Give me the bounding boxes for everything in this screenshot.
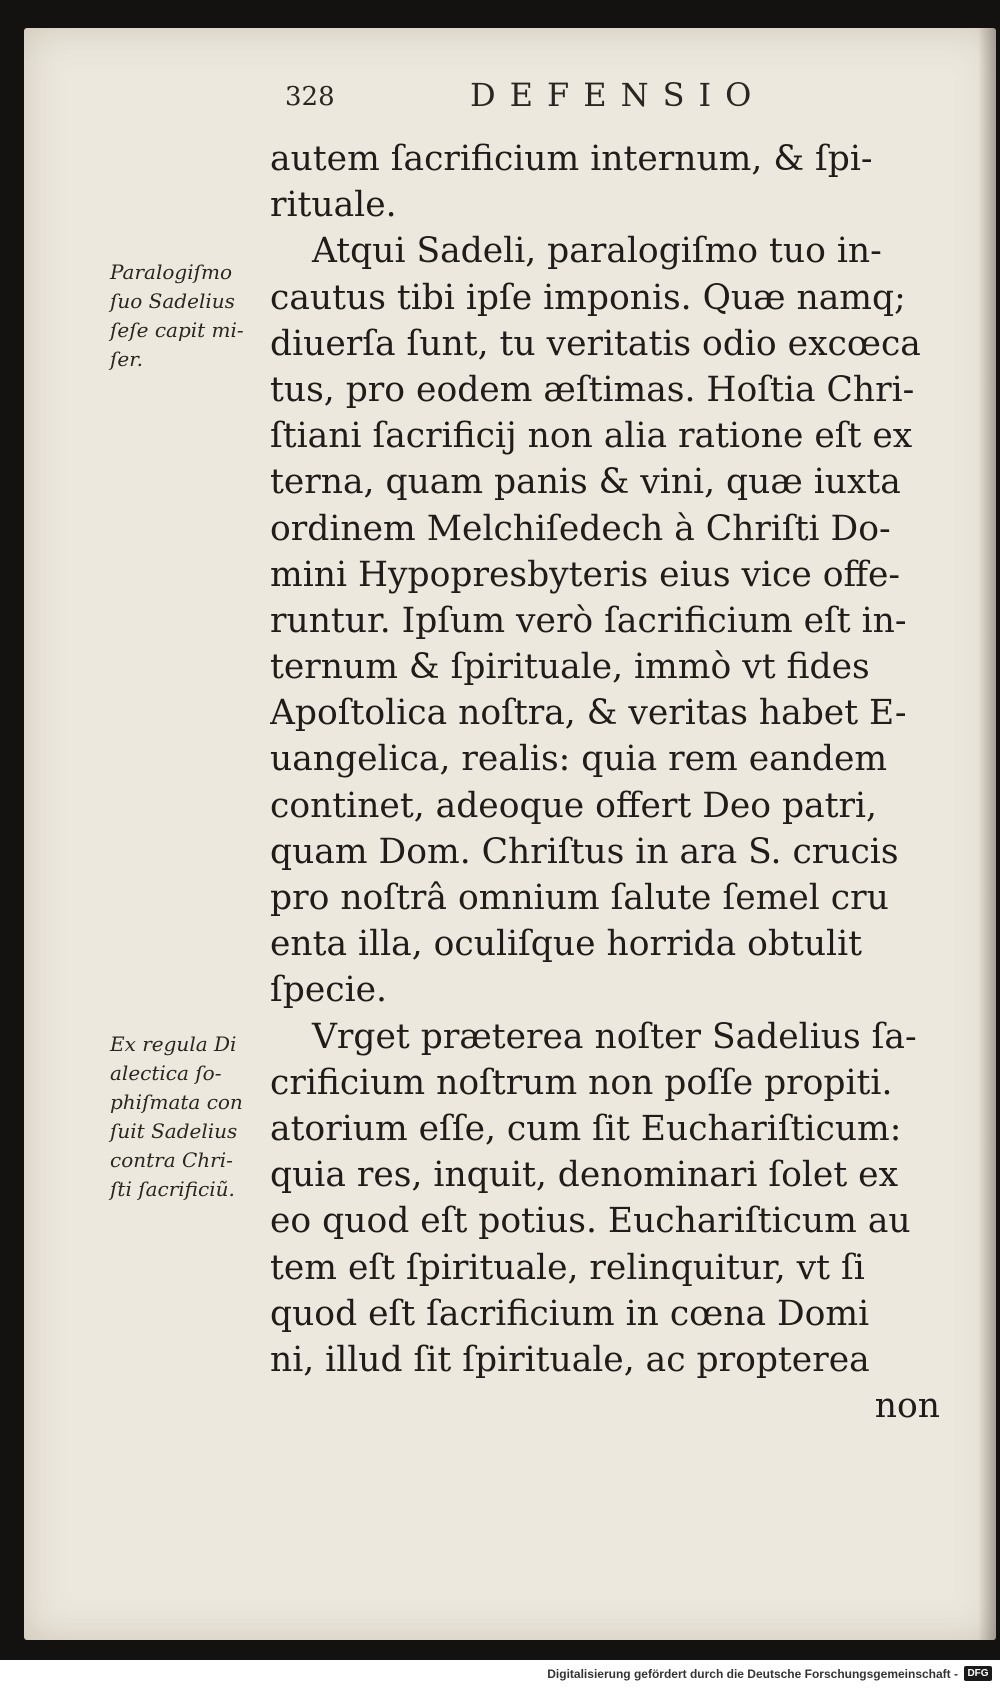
text-line: tem eſt ſpirituale, relinquitur, vt ſi bbox=[270, 1247, 865, 1288]
text-line: tus, pro eodem æſtimas. Hoſtia Chri- bbox=[270, 369, 915, 410]
text-line: ſtiani ſacrificij non alia ratione eſt ex bbox=[270, 416, 913, 457]
page-number: 328 bbox=[285, 82, 335, 112]
text-line: ordinem Melchiſedech à Chriſti Do- bbox=[270, 508, 891, 549]
text-line: Atqui Sadeli, paralogiſmo tuo in- bbox=[312, 231, 882, 272]
body-text bbox=[270, 136, 950, 1429]
marginal-note-line: Ex regula Di bbox=[110, 1032, 237, 1056]
running-head bbox=[285, 72, 765, 116]
text-line: terna, quam panis & vini, quæ iuxta bbox=[270, 462, 901, 503]
text-line: Vrget præterea noſter Sadelius ſa- bbox=[312, 1016, 917, 1057]
catchword: non bbox=[874, 1386, 940, 1427]
running-head-title: DEFENSIO bbox=[470, 76, 766, 114]
marginal-note-line: Paralogiſmo bbox=[110, 260, 233, 284]
page-edge-shadow bbox=[978, 28, 996, 1640]
text-line: mini Hypopresbyteris eius vice offe- bbox=[270, 554, 901, 595]
text-line: eo quod eſt potius. Euchariſticum au bbox=[270, 1201, 911, 1242]
text-line: uangelica, realis: quia rem eandem bbox=[270, 739, 888, 780]
marginal-note-line: phiſmata con bbox=[110, 1090, 243, 1114]
text-line: ni, illud ſit ſpirituale, ac propterea bbox=[270, 1339, 870, 1380]
text-line: ternum & ſpirituale, immò vt fides bbox=[270, 647, 870, 688]
text-line: ſpecie. bbox=[270, 970, 388, 1011]
text-line: atorium eſſe, cum ſit Euchariſticum: bbox=[270, 1108, 902, 1149]
text-line: Apoſtolica noſtra, & veritas habet E- bbox=[270, 693, 907, 734]
text-line: crificium noſtrum non poſſe propiti. bbox=[270, 1062, 893, 1103]
text-line: autem ſacrificium internum, & ſpi- bbox=[270, 139, 873, 179]
marginal-note-line: ſuo Sadelius bbox=[110, 289, 235, 313]
text-line: cautus tibi ipſe imponis. Quæ namq; bbox=[270, 277, 906, 318]
marginal-note-line: ſeſe capit mi- bbox=[110, 318, 244, 342]
marginal-note bbox=[110, 1030, 270, 1204]
marginal-note-line: ſti ſacrificiũ. bbox=[110, 1177, 235, 1201]
marginal-note-line: contra Chri- bbox=[110, 1148, 233, 1172]
text-line: enta illa, oculiſque horrida obtulit bbox=[270, 924, 862, 965]
marginal-note-line: ſuit Sadelius bbox=[110, 1119, 238, 1143]
marginal-note-line: alectica ſo- bbox=[110, 1061, 222, 1085]
text-line: quod eſt ſacrificium in cœna Domi bbox=[270, 1293, 870, 1334]
text-line: diuerſa ſunt, tu veritatis odio excœca bbox=[270, 323, 921, 364]
text-line: quia res, inquit, denominari ſolet ex bbox=[270, 1155, 899, 1196]
text-line: runtur. Ipſum verò ſacrificium eſt in- bbox=[270, 600, 907, 641]
footer-credit: Digitalisierung gefördert durch die Deutsche Forschungsgemeinschaft - bbox=[547, 1667, 958, 1681]
text-line: continet, adeoque offert Deo patri, bbox=[270, 785, 878, 826]
marginal-note bbox=[110, 258, 270, 374]
text-line: quam Dom. Chriſtus in ara S. crucis bbox=[270, 831, 899, 872]
dfg-logo-icon: DFG bbox=[964, 1666, 992, 1681]
text-line: pro noſtrâ omnium ſalute ſemel cru bbox=[270, 878, 889, 918]
marginal-note-line: ſer. bbox=[110, 347, 143, 371]
footer-bar bbox=[0, 1660, 1000, 1689]
text-line: rituale. bbox=[270, 185, 397, 226]
